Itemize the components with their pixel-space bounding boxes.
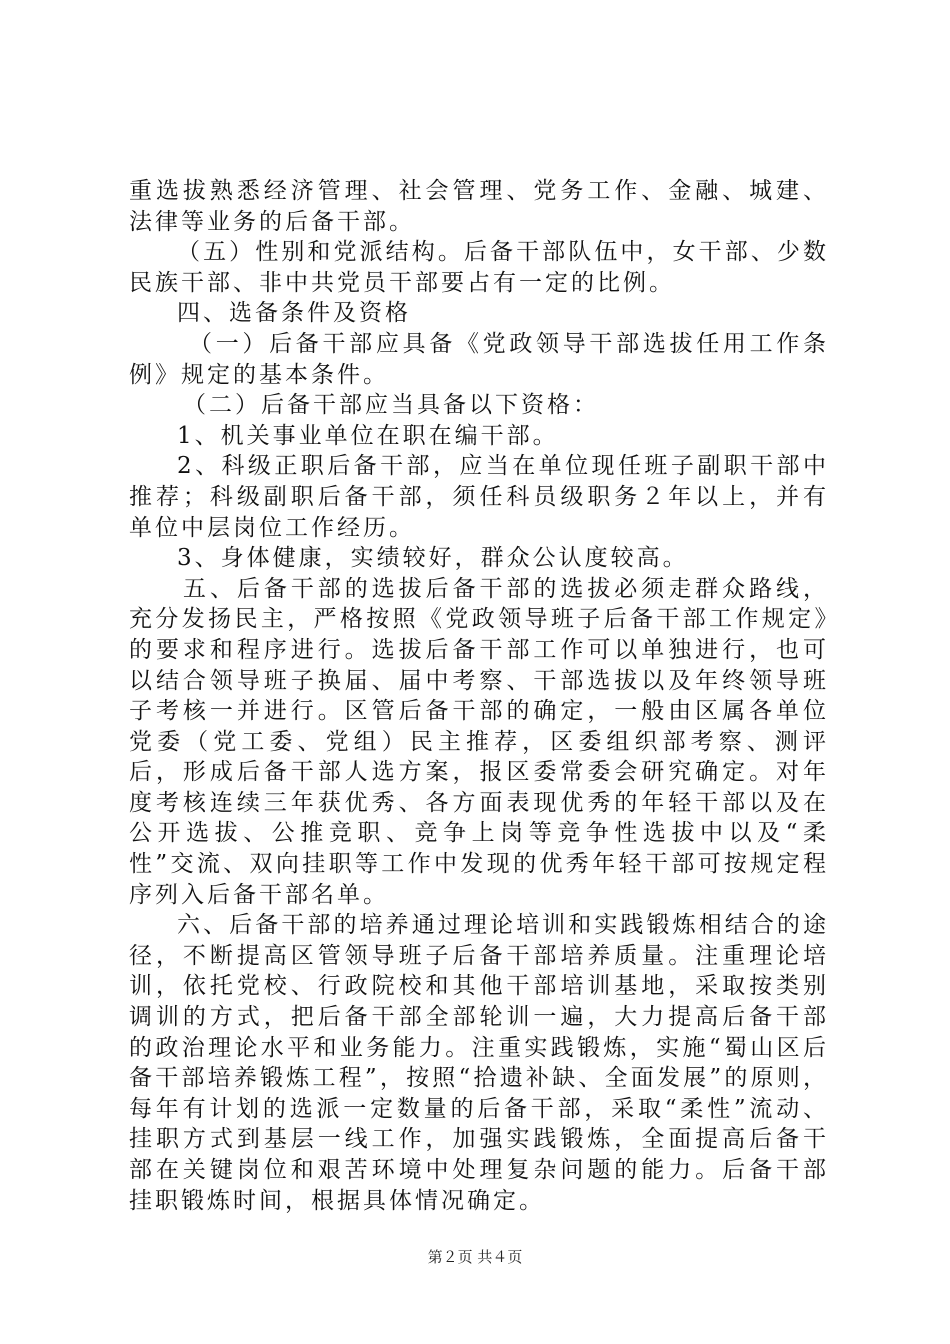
section-6-training: 六、后备干部的培养通过理论培训和实践锻炼相结合的途径，不断提高区管领导班子后备干部培养质量。注重理论培训，依托党校、行政院校和其他干部培训基地，采取按类别调训的方式，把后备干部全部轮训一遍，大力提高后备干部的政治理论水平和业务能力。注重实践锻炼，实施“蜀山区后备干部培养锻炼工程”，按照“拾遗补缺、全面发展”的原则，每年有计划的选派一定数量的后备干部，采取“柔性”流动、挂职方式到基层一线工作，加强实践锻炼，全面提高后备干部在关键岗位和艰苦环境中处理复杂问题的能力。后备干部挂职锻炼时间，根据具体情况确定。 [129,912,829,1214]
paragraph-basic-conditions: （一）后备干部应具备《党政领导干部选拔任用工作条例》规定的基本条件。 [129,330,829,388]
paragraph-qualifications: （二）后备干部应当具备以下资格： [183,392,599,419]
list-item-1: 1、机关事业单位在职在编干部。 [177,422,559,449]
paragraph-gender-structure: （五）性别和党派结构。后备干部队伍中，女干部、少数民族干部、非中共党员干部要占有一定的比例。 [129,239,829,296]
paragraph-continuation: 重选拔熟悉经济管理、社会管理、党务工作、金融、城建、法律等业务的后备干部。 [129,178,829,235]
list-item-3: 3、身体健康，实绩较好，群众公认度较高。 [177,545,689,572]
list-item-2: 2、科级正职后备干部，应当在单位现任班子副职干部中推荐；科级副职后备干部，须任科员级职务２年以上，并有单位中层岗位工作经历。 [129,453,829,541]
section-heading-4: 四、选备条件及资格 [177,300,411,327]
page-number: 第２页 共４页 [427,1248,523,1266]
document-body [129,176,829,1216]
section-5-selection: 五、后备干部的选拔后备干部的选拔必须走群众路线，充分发扬民主，严格按照《党政领导班子后备干部工作规定》的要求和程序进行。选拔后备干部工作可以单独进行，也可以结合领导班子换届、届中考察、干部选拔以及年终领导班子考核一并进行。区管后备干部的确定，一般由区属各单位党委（党工委、党组）民主推荐，区委组织部考察、测评后，形成后备干部人选方案，报区委常委会研究确定。对年度考核连续三年获优秀、各方面表现优秀的年轻干部以及在公开选拔、公推竞职、竞争上岗等竞争性选拔中以及“柔性”交流、双向挂职等工作中发现的优秀年轻干部可按规定程序列入后备干部名单。 [129,575,829,908]
